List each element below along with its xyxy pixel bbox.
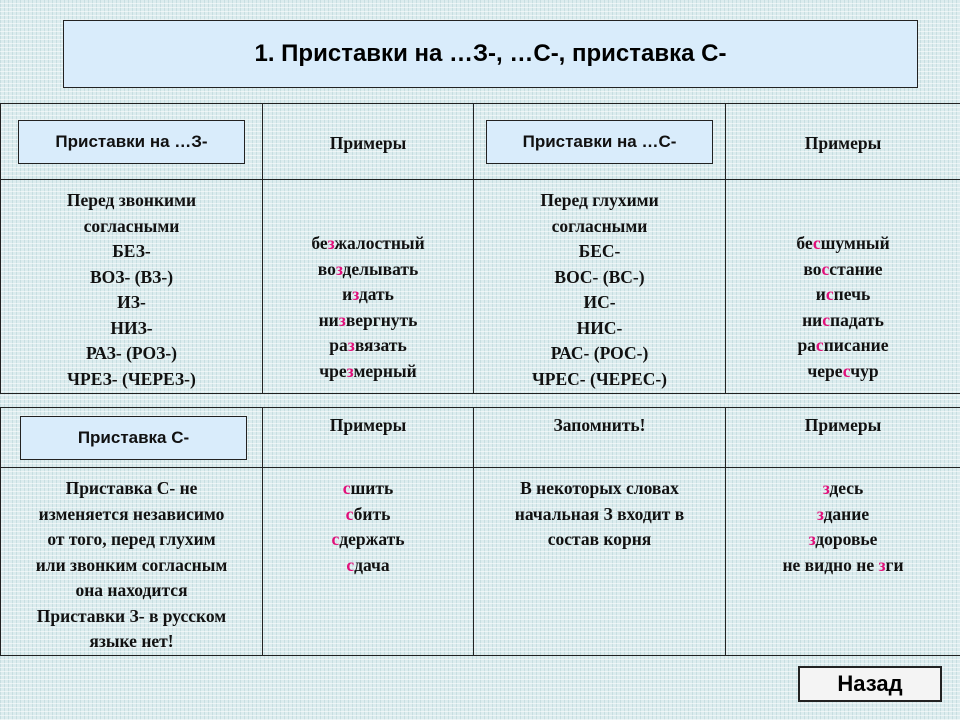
back-button[interactable]: Назад [798,666,942,702]
header-examples-z: Примеры [263,104,474,180]
highlighted-letter: с [346,554,355,575]
highlighted-letter: з [352,284,359,304]
highlighted-letter: з [808,529,816,549]
example-word: расписание [797,335,889,355]
rule-line: ВОС- (ВС-) [554,266,645,287]
example-word: возделывать [317,258,419,279]
highlighted-letter: с [342,478,351,498]
header-prefix-s [474,104,726,180]
highlighted-letter: с [815,335,824,355]
s-examples-cell [726,180,960,394]
example-word: сдержать [331,529,405,549]
rule-line: согласными [551,215,648,236]
rule-line: она находится [75,580,188,600]
example-word: безжалостный [311,233,425,253]
header-examples-1: Примеры [263,408,474,468]
example-word: сшить [342,478,394,498]
rule-line: Перед глухими [540,190,659,210]
example-word: восстание [803,258,883,279]
example-word: сдача [346,554,390,575]
rule-line: согласными [83,215,180,236]
rule-line: БЕС- [578,241,621,261]
example-word: чересчур [807,360,879,381]
z-examples-cell [263,180,474,394]
highlighted-letter: з [338,309,346,330]
prefix-z-s-table [0,103,960,394]
example-word: развязать [329,335,407,355]
highlighted-letter: з [327,233,335,253]
header-prefix-z [1,104,263,180]
s-rule-cell [474,180,726,394]
header-examples-2: Примеры [726,408,960,468]
s-single-examples-cell [263,468,474,656]
page-title: 1. Приставки на …З-, …С-, приставка С- [63,20,918,88]
rule-line: Перед звонкими [66,190,197,210]
rule-line: от того, перед глухим [47,529,216,549]
header-examples-s: Примеры [726,104,960,180]
example-word: бесшумный [796,233,890,253]
rule-line: или звонким согласным [35,554,228,575]
rule-line: языке нет! [89,631,174,651]
highlighted-letter: с [812,233,821,253]
example-word: чрезмерный [319,360,417,381]
root-z-examples-cell [726,468,960,656]
prefix-s-table [0,407,960,656]
example-word: здесь [822,478,864,498]
rule-line: изменяется независимо [38,503,225,524]
rule-line: ЧРЕЗ- (ЧЕРЕЗ-) [67,368,196,389]
rule-line: Приставки З- в русском [36,605,227,626]
example-word: ниспадать [802,309,884,330]
rule-line: ВОЗ- (ВЗ-) [89,266,174,287]
highlighted-letter: з [878,554,886,575]
highlighted-letter: з [816,503,824,524]
rule-line: БЕЗ- [112,241,151,261]
remember-line: начальная З входит в [514,503,685,524]
prefix-s-label: Приставки на …С- [486,120,713,164]
header-remember: Запомнить! [474,408,726,468]
s-single-rule-cell [1,468,263,656]
highlighted-letter: з [346,360,354,381]
header-prefix-s-single [1,408,263,468]
prefix-z-label: Приставки на …З- [18,120,245,164]
highlighted-letter: з [335,258,343,279]
example-word: испечь [815,284,871,304]
highlighted-letter: с [842,360,851,381]
example-word: не видно не зги [782,554,904,575]
rule-line: НИС- [576,317,623,338]
highlighted-letter: с [345,503,354,524]
rule-line: Приставка С- не [65,478,198,498]
rule-line: РАЗ- (РОЗ-) [85,343,177,363]
rule-line: ИЗ- [117,292,146,312]
z-rule-cell [1,180,263,394]
highlighted-letter: з [822,478,830,498]
highlighted-letter: с [331,529,340,549]
rule-line: ИС- [583,292,616,312]
rule-line: РАС- (РОС-) [550,343,649,363]
rule-line: ЧРЕС- (ЧЕРЕС-) [531,368,668,389]
prefix-s-single-label: Приставка С- [20,416,247,460]
highlighted-letter: с [821,258,830,279]
example-word: сбить [345,503,391,524]
highlighted-letter: з [347,335,355,355]
remember-cell [474,468,726,656]
example-word: низвергнуть [318,309,418,330]
rule-line: НИЗ- [110,317,153,338]
example-word: здание [816,503,870,524]
example-word: здоровье [808,529,878,549]
remember-line: состав корня [547,529,652,549]
remember-line: В некоторых словах [520,478,679,498]
highlighted-letter: с [825,284,834,304]
example-word: издать [342,284,394,304]
highlighted-letter: с [822,309,831,330]
